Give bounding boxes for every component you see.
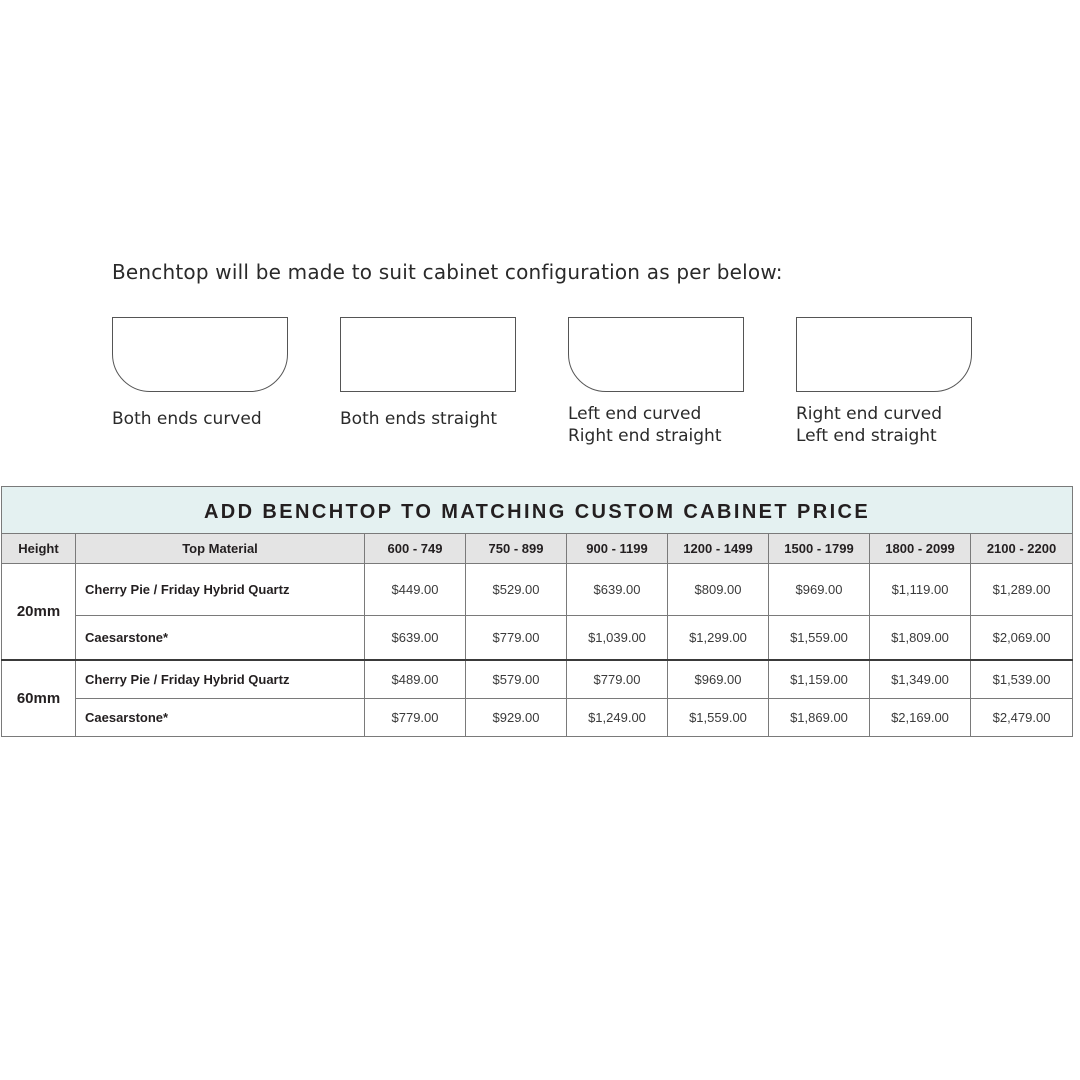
price-cell: $529.00 xyxy=(466,564,567,616)
right-end-curved-diagram xyxy=(796,317,972,392)
price-cell: $969.00 xyxy=(668,660,769,699)
price-cell: $1,299.00 xyxy=(668,616,769,661)
price-cell: $2,479.00 xyxy=(971,699,1073,737)
height-20mm: 20mm xyxy=(2,564,76,661)
price-cell: $1,869.00 xyxy=(769,699,870,737)
header-size-range: 600 - 749 xyxy=(365,534,466,564)
price-cell: $1,249.00 xyxy=(567,699,668,737)
caption-line: Right end curved xyxy=(796,404,943,424)
price-cell: $1,559.00 xyxy=(668,699,769,737)
caption-line: Left end straight xyxy=(796,426,937,446)
caption-line: Both ends straight xyxy=(340,409,498,429)
header-top-material: Top Material xyxy=(76,534,365,564)
price-cell: $1,289.00 xyxy=(971,564,1073,616)
material-cell: Caesarstone* xyxy=(76,699,365,737)
material-cell: Cherry Pie / Friday Hybrid Quartz xyxy=(76,660,365,699)
caption-right-end-curved xyxy=(796,403,942,447)
material-cell: Cherry Pie / Friday Hybrid Quartz xyxy=(76,564,365,616)
price-cell: $579.00 xyxy=(466,660,567,699)
caption-line: Both ends curved xyxy=(112,409,262,429)
price-cell: $489.00 xyxy=(365,660,466,699)
table-row xyxy=(2,564,1073,616)
caption-both-ends-straight xyxy=(340,408,497,430)
price-cell: $1,119.00 xyxy=(870,564,971,616)
table-title: ADD BENCHTOP TO MATCHING CUSTOM CABINET PRICE xyxy=(2,487,1073,534)
header-height: Height xyxy=(2,534,76,564)
price-cell: $779.00 xyxy=(466,616,567,661)
price-cell: $929.00 xyxy=(466,699,567,737)
price-cell: $449.00 xyxy=(365,564,466,616)
table-row xyxy=(2,616,1073,661)
price-cell: $1,809.00 xyxy=(870,616,971,661)
price-cell: $1,539.00 xyxy=(971,660,1073,699)
header-size-range: 900 - 1199 xyxy=(567,534,668,564)
price-cell: $809.00 xyxy=(668,564,769,616)
caption-both-ends-curved xyxy=(112,408,262,430)
left-end-curved-diagram xyxy=(568,317,744,392)
header-size-range: 2100 - 2200 xyxy=(971,534,1073,564)
header-size-range: 1200 - 1499 xyxy=(668,534,769,564)
table-row xyxy=(2,660,1073,699)
price-cell: $2,169.00 xyxy=(870,699,971,737)
header-size-range: 1800 - 2099 xyxy=(870,534,971,564)
price-cell: $969.00 xyxy=(769,564,870,616)
table-row xyxy=(2,699,1073,737)
both-ends-straight-diagram xyxy=(340,317,516,392)
header-row xyxy=(2,534,1073,564)
material-cell: Caesarstone* xyxy=(76,616,365,661)
price-cell: $2,069.00 xyxy=(971,616,1073,661)
price-cell: $1,349.00 xyxy=(870,660,971,699)
price-cell: $639.00 xyxy=(567,564,668,616)
price-cell: $639.00 xyxy=(365,616,466,661)
price-cell: $1,159.00 xyxy=(769,660,870,699)
header-size-range: 750 - 899 xyxy=(466,534,567,564)
header-size-range: 1500 - 1799 xyxy=(769,534,870,564)
caption-left-end-curved xyxy=(568,403,721,447)
both-ends-curved-diagram xyxy=(112,317,288,392)
price-cell: $779.00 xyxy=(567,660,668,699)
caption-line: Right end straight xyxy=(568,426,722,446)
price-table xyxy=(1,486,1073,737)
price-cell: $1,559.00 xyxy=(769,616,870,661)
caption-line: Left end curved xyxy=(568,404,702,424)
height-60mm: 60mm xyxy=(2,660,76,737)
intro-text: Benchtop will be made to suit cabinet configuration as per below: xyxy=(112,260,783,284)
price-cell: $1,039.00 xyxy=(567,616,668,661)
price-cell: $779.00 xyxy=(365,699,466,737)
